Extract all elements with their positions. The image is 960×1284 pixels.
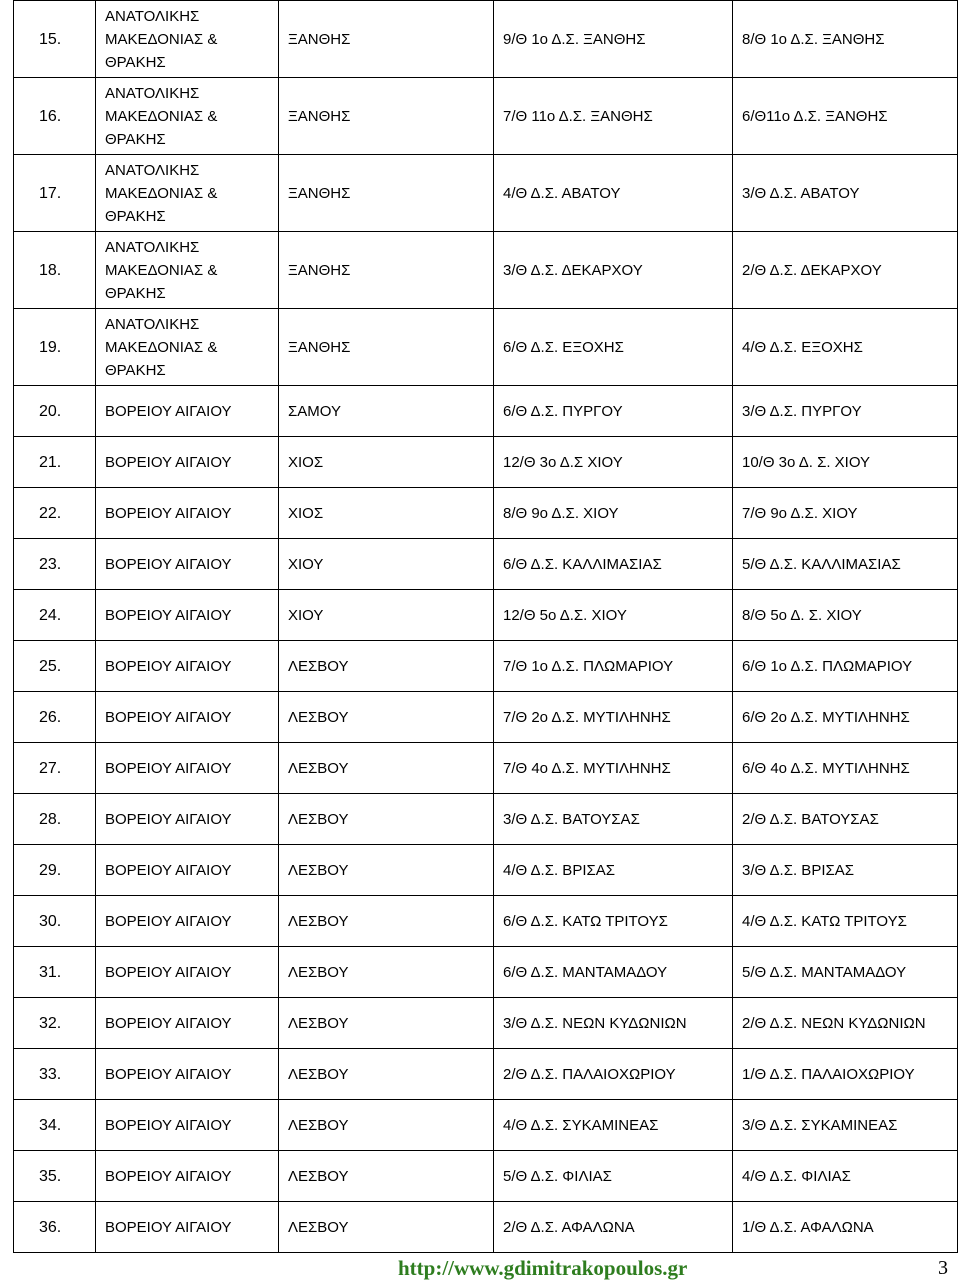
- school-b-cell: 6/Θ 4ο Δ.Σ. ΜΥΤΙΛΗΝΗΣ: [733, 743, 958, 794]
- school-a-cell: 6/Θ Δ.Σ. ΚΑΛΛΙΜΑΣΙΑΣ: [494, 539, 733, 590]
- school-a-cell: 2/Θ Δ.Σ. ΠΑΛΑΙΟΧΩΡΙΟΥ: [494, 1049, 733, 1100]
- school-a-cell: 6/Θ Δ.Σ. ΜΑΝΤΑΜΑΔΟΥ: [494, 947, 733, 998]
- prefecture-cell: ΞΑΝΘΗΣ: [279, 155, 494, 232]
- row-number: 28.: [14, 794, 96, 845]
- region-cell: [96, 794, 279, 845]
- school-b-cell: 10/Θ 3ο Δ. Σ. ΧΙΟΥ: [733, 437, 958, 488]
- row-number: 27.: [14, 743, 96, 794]
- school-a-cell: 9/Θ 1ο Δ.Σ. ΞΑΝΘΗΣ: [494, 1, 733, 78]
- prefecture-cell: ΛΕΣΒΟΥ: [279, 794, 494, 845]
- region-line: ΒΟΡΕΙΟΥ ΑΙΓΑΙΟΥ: [105, 1065, 232, 1083]
- school-a-cell: 7/Θ 4ο Δ.Σ. ΜΥΤΙΛΗΝΗΣ: [494, 743, 733, 794]
- page-number: 3: [938, 1257, 948, 1279]
- region-line: ΒΟΡΕΙΟΥ ΑΙΓΑΙΟΥ: [105, 912, 232, 930]
- prefecture-cell: ΛΕΣΒΟΥ: [279, 896, 494, 947]
- table-row: [14, 437, 958, 488]
- region-line: ΘΡΑΚΗΣ: [105, 207, 166, 225]
- table-row: [14, 590, 958, 641]
- row-number: 31.: [14, 947, 96, 998]
- region-cell: [96, 1049, 279, 1100]
- row-number: 22.: [14, 488, 96, 539]
- table-row: [14, 947, 958, 998]
- school-b-cell: 2/Θ Δ.Σ. ΒΑΤΟΥΣΑΣ: [733, 794, 958, 845]
- prefecture-cell: ΛΕΣΒΟΥ: [279, 743, 494, 794]
- region-cell: [96, 947, 279, 998]
- prefecture-cell: ΛΕΣΒΟΥ: [279, 947, 494, 998]
- table-row: [14, 1151, 958, 1202]
- school-b-cell: 5/Θ Δ.Σ. ΚΑΛΛΙΜΑΣΙΑΣ: [733, 539, 958, 590]
- school-a-cell: 7/Θ 1ο Δ.Σ. ΠΛΩΜΑΡΙΟΥ: [494, 641, 733, 692]
- footer-website-link[interactable]: http://www.gdimitrakopoulos.gr: [398, 1256, 688, 1280]
- prefecture-cell: ΛΕΣΒΟΥ: [279, 692, 494, 743]
- school-b-cell: 7/Θ 9ο Δ.Σ. ΧΙΟΥ: [733, 488, 958, 539]
- prefecture-cell: ΧΙΟΥ: [279, 539, 494, 590]
- region-cell: [96, 692, 279, 743]
- table-row: [14, 998, 958, 1049]
- row-number: 32.: [14, 998, 96, 1049]
- region-cell: [96, 155, 279, 232]
- region-line: ΜΑΚΕΔΟΝΙΑΣ &: [105, 261, 218, 279]
- row-number: 24.: [14, 590, 96, 641]
- region-line: ΜΑΚΕΔΟΝΙΑΣ &: [105, 107, 218, 125]
- region-line: ΒΟΡΕΙΟΥ ΑΙΓΑΙΟΥ: [105, 453, 232, 471]
- region-line: ΑΝΑΤΟΛΙΚΗΣ: [105, 315, 200, 333]
- table-row: [14, 743, 958, 794]
- school-a-cell: 7/Θ 11ο Δ.Σ. ΞΑΝΘΗΣ: [494, 78, 733, 155]
- school-a-cell: 2/Θ Δ.Σ. ΑΦΑΛΩΝΑ: [494, 1202, 733, 1253]
- region-line: ΒΟΡΕΙΟΥ ΑΙΓΑΙΟΥ: [105, 1116, 232, 1134]
- region-cell: [96, 232, 279, 309]
- row-number: 33.: [14, 1049, 96, 1100]
- region-line: ΘΡΑΚΗΣ: [105, 361, 166, 379]
- region-line: ΒΟΡΕΙΟΥ ΑΙΓΑΙΟΥ: [105, 555, 232, 573]
- region-line: ΒΟΡΕΙΟΥ ΑΙΓΑΙΟΥ: [105, 606, 232, 624]
- region-line: ΒΟΡΕΙΟΥ ΑΙΓΑΙΟΥ: [105, 810, 232, 828]
- table-row: [14, 794, 958, 845]
- region-cell: [96, 1, 279, 78]
- page-footer: [0, 1256, 960, 1282]
- row-number: 18.: [14, 232, 96, 309]
- region-line: ΒΟΡΕΙΟΥ ΑΙΓΑΙΟΥ: [105, 657, 232, 675]
- table-row: [14, 845, 958, 896]
- school-b-cell: 2/Θ Δ.Σ. ΝΕΩΝ ΚΥΔΩΝΙΩΝ: [733, 998, 958, 1049]
- school-a-cell: 7/Θ 2ο Δ.Σ. ΜΥΤΙΛΗΝΗΣ: [494, 692, 733, 743]
- school-b-cell: 3/Θ Δ.Σ. ΑΒΑΤΟΥ: [733, 155, 958, 232]
- region-cell: [96, 78, 279, 155]
- region-cell: [96, 437, 279, 488]
- school-b-cell: 4/Θ Δ.Σ. ΦΙΛΙΑΣ: [733, 1151, 958, 1202]
- row-number: 15.: [14, 1, 96, 78]
- row-number: 19.: [14, 309, 96, 386]
- row-number: 20.: [14, 386, 96, 437]
- table-row: [14, 309, 958, 386]
- row-number: 23.: [14, 539, 96, 590]
- prefecture-cell: ΞΑΝΘΗΣ: [279, 232, 494, 309]
- region-cell: [96, 488, 279, 539]
- school-a-cell: 6/Θ Δ.Σ. ΠΥΡΓΟΥ: [494, 386, 733, 437]
- region-cell: [96, 896, 279, 947]
- region-cell: [96, 641, 279, 692]
- prefecture-cell: ΣΑΜΟΥ: [279, 386, 494, 437]
- school-b-cell: 8/Θ 5ο Δ. Σ. ΧΙΟΥ: [733, 590, 958, 641]
- region-line: ΘΡΑΚΗΣ: [105, 130, 166, 148]
- row-number: 30.: [14, 896, 96, 947]
- school-b-cell: 8/Θ 1ο Δ.Σ. ΞΑΝΘΗΣ: [733, 1, 958, 78]
- region-line: ΒΟΡΕΙΟΥ ΑΙΓΑΙΟΥ: [105, 708, 232, 726]
- region-cell: [96, 309, 279, 386]
- region-line: ΘΡΑΚΗΣ: [105, 284, 166, 302]
- row-number: 25.: [14, 641, 96, 692]
- row-number: 36.: [14, 1202, 96, 1253]
- table-row: [14, 232, 958, 309]
- table-row: [14, 488, 958, 539]
- table-row: [14, 1202, 958, 1253]
- region-cell: [96, 590, 279, 641]
- prefecture-cell: ΛΕΣΒΟΥ: [279, 1151, 494, 1202]
- prefecture-cell: ΧΙΟΣ: [279, 488, 494, 539]
- school-a-cell: 3/Θ Δ.Σ. ΒΑΤΟΥΣΑΣ: [494, 794, 733, 845]
- region-cell: [96, 998, 279, 1049]
- prefecture-cell: ΧΙΟΥ: [279, 590, 494, 641]
- region-line: ΒΟΡΕΙΟΥ ΑΙΓΑΙΟΥ: [105, 1014, 232, 1032]
- row-number: 35.: [14, 1151, 96, 1202]
- table-row: [14, 1, 958, 78]
- row-number: 17.: [14, 155, 96, 232]
- row-number: 16.: [14, 78, 96, 155]
- region-line: ΑΝΑΤΟΛΙΚΗΣ: [105, 161, 200, 179]
- prefecture-cell: ΞΑΝΘΗΣ: [279, 78, 494, 155]
- prefecture-cell: ΛΕΣΒΟΥ: [279, 1049, 494, 1100]
- table-row: [14, 155, 958, 232]
- row-number: 29.: [14, 845, 96, 896]
- school-b-cell: 3/Θ Δ.Σ. ΠΥΡΓΟΥ: [733, 386, 958, 437]
- prefecture-cell: ΞΑΝΘΗΣ: [279, 1, 494, 78]
- school-b-cell: 5/Θ Δ.Σ. ΜΑΝΤΑΜΑΔΟΥ: [733, 947, 958, 998]
- region-line: ΒΟΡΕΙΟΥ ΑΙΓΑΙΟΥ: [105, 861, 232, 879]
- school-b-cell: 6/Θ 1ο Δ.Σ. ΠΛΩΜΑΡΙΟΥ: [733, 641, 958, 692]
- school-b-cell: 1/Θ Δ.Σ. ΑΦΑΛΩΝΑ: [733, 1202, 958, 1253]
- school-b-cell: 4/Θ Δ.Σ. ΕΞΟΧΗΣ: [733, 309, 958, 386]
- school-a-cell: 8/Θ 9ο Δ.Σ. ΧΙΟΥ: [494, 488, 733, 539]
- region-line: ΒΟΡΕΙΟΥ ΑΙΓΑΙΟΥ: [105, 504, 232, 522]
- table-row: [14, 1100, 958, 1151]
- prefecture-cell: ΛΕΣΒΟΥ: [279, 1100, 494, 1151]
- region-line: ΘΡΑΚΗΣ: [105, 53, 166, 71]
- table-row: [14, 641, 958, 692]
- school-a-cell: 6/Θ Δ.Σ. ΚΑΤΩ ΤΡΙΤΟΥΣ: [494, 896, 733, 947]
- region-line: ΑΝΑΤΟΛΙΚΗΣ: [105, 7, 200, 25]
- school-b-cell: 3/Θ Δ.Σ. ΣΥΚΑΜΙΝΕΑΣ: [733, 1100, 958, 1151]
- region-line: ΜΑΚΕΔΟΝΙΑΣ &: [105, 338, 218, 356]
- school-a-cell: 3/Θ Δ.Σ. ΝΕΩΝ ΚΥΔΩΝΙΩΝ: [494, 998, 733, 1049]
- school-a-cell: 5/Θ Δ.Σ. ΦΙΛΙΑΣ: [494, 1151, 733, 1202]
- school-a-cell: 12/Θ 5ο Δ.Σ. ΧΙΟΥ: [494, 590, 733, 641]
- table-row: [14, 896, 958, 947]
- region-cell: [96, 743, 279, 794]
- table-row: [14, 539, 958, 590]
- school-b-cell: 1/Θ Δ.Σ. ΠΑΛΑΙΟΧΩΡΙΟΥ: [733, 1049, 958, 1100]
- prefecture-cell: ΛΕΣΒΟΥ: [279, 1202, 494, 1253]
- region-cell: [96, 539, 279, 590]
- table-row: [14, 1049, 958, 1100]
- table-body: [14, 1, 958, 1253]
- school-b-cell: 6/Θ11ο Δ.Σ. ΞΑΝΘΗΣ: [733, 78, 958, 155]
- region-cell: [96, 1202, 279, 1253]
- region-cell: [96, 1100, 279, 1151]
- table-row: [14, 386, 958, 437]
- row-number: 26.: [14, 692, 96, 743]
- region-cell: [96, 845, 279, 896]
- school-a-cell: 3/Θ Δ.Σ. ΔΕΚΑΡΧΟΥ: [494, 232, 733, 309]
- prefecture-cell: ΧΙΟΣ: [279, 437, 494, 488]
- region-line: ΑΝΑΤΟΛΙΚΗΣ: [105, 238, 200, 256]
- school-b-cell: 6/Θ 2ο Δ.Σ. ΜΥΤΙΛΗΝΗΣ: [733, 692, 958, 743]
- schools-table: [13, 0, 958, 1253]
- school-a-cell: 4/Θ Δ.Σ. ΒΡΙΣΑΣ: [494, 845, 733, 896]
- prefecture-cell: ΞΑΝΘΗΣ: [279, 309, 494, 386]
- school-b-cell: 4/Θ Δ.Σ. ΚΑΤΩ ΤΡΙΤΟΥΣ: [733, 896, 958, 947]
- school-a-cell: 4/Θ Δ.Σ. ΑΒΑΤΟΥ: [494, 155, 733, 232]
- region-line: ΒΟΡΕΙΟΥ ΑΙΓΑΙΟΥ: [105, 402, 232, 420]
- school-a-cell: 12/Θ 3ο Δ.Σ ΧΙΟΥ: [494, 437, 733, 488]
- row-number: 34.: [14, 1100, 96, 1151]
- school-b-cell: 2/Θ Δ.Σ. ΔΕΚΑΡΧΟΥ: [733, 232, 958, 309]
- region-line: ΜΑΚΕΔΟΝΙΑΣ &: [105, 30, 218, 48]
- prefecture-cell: ΛΕΣΒΟΥ: [279, 998, 494, 1049]
- school-a-cell: 6/Θ Δ.Σ. ΕΞΟΧΗΣ: [494, 309, 733, 386]
- prefecture-cell: ΛΕΣΒΟΥ: [279, 845, 494, 896]
- prefecture-cell: ΛΕΣΒΟΥ: [279, 641, 494, 692]
- table-row: [14, 78, 958, 155]
- region-line: ΜΑΚΕΔΟΝΙΑΣ &: [105, 184, 218, 202]
- region-line: ΑΝΑΤΟΛΙΚΗΣ: [105, 84, 200, 102]
- table-row: [14, 692, 958, 743]
- row-number: 21.: [14, 437, 96, 488]
- school-a-cell: 4/Θ Δ.Σ. ΣΥΚΑΜΙΝΕΑΣ: [494, 1100, 733, 1151]
- region-line: ΒΟΡΕΙΟΥ ΑΙΓΑΙΟΥ: [105, 1218, 232, 1236]
- school-b-cell: 3/Θ Δ.Σ. ΒΡΙΣΑΣ: [733, 845, 958, 896]
- region-cell: [96, 386, 279, 437]
- region-line: ΒΟΡΕΙΟΥ ΑΙΓΑΙΟΥ: [105, 759, 232, 777]
- region-cell: [96, 1151, 279, 1202]
- region-line: ΒΟΡΕΙΟΥ ΑΙΓΑΙΟΥ: [105, 963, 232, 981]
- region-line: ΒΟΡΕΙΟΥ ΑΙΓΑΙΟΥ: [105, 1167, 232, 1185]
